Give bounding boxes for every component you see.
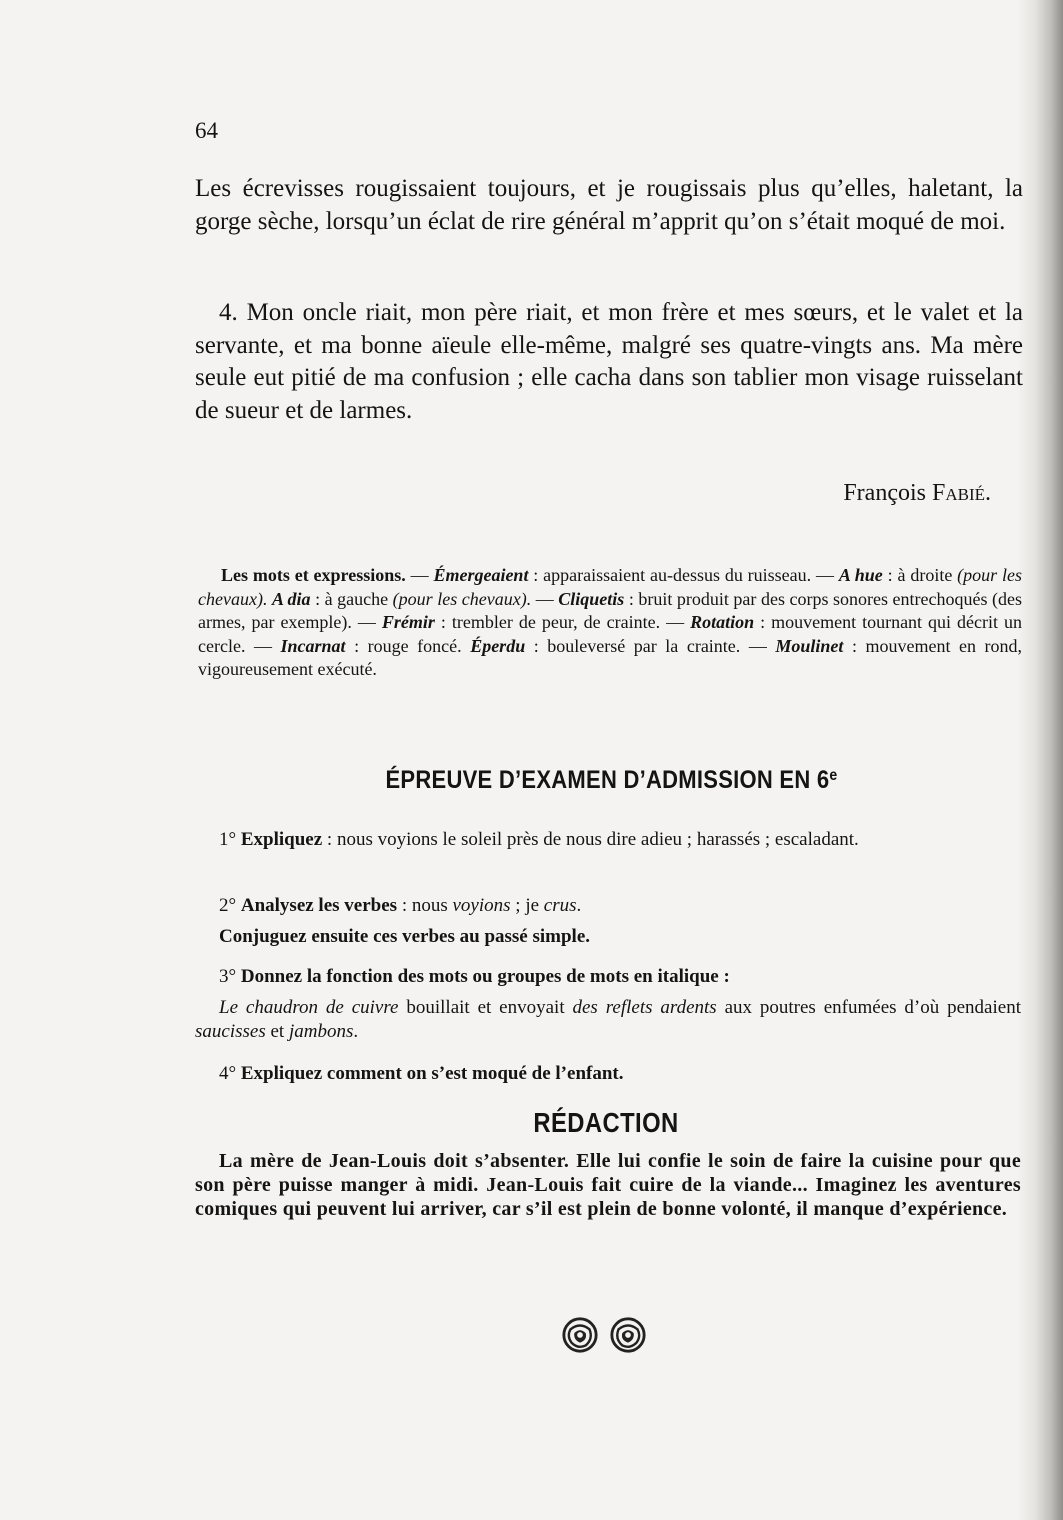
page-edge-shadow xyxy=(1017,0,1063,1520)
glossary-heading: Les mots et expressions. xyxy=(221,565,406,585)
glossary-term: A dia xyxy=(272,588,311,609)
glossary-term: Incarnat xyxy=(280,635,346,656)
exam-question-4: 4° Expliquez comment on s’est moqué de l’enfant. xyxy=(219,1063,624,1084)
end-ornament xyxy=(561,1316,647,1354)
story-paragraph-2: 4. Mon oncle riait, mon père riait, et mon frère et mes sœurs, et le valet et la servante, et ma bonne aïeule elle-même, malgré ses quatre-vingts ans. Ma mère seule eut pitié de ma confusion ; elle cacha dans son tablier mon visage ruisselant de sueur et de larmes. xyxy=(195,299,1023,424)
glossary-term: Éperdu xyxy=(470,635,526,656)
exam-question-2: 2° Analysez les verbes : nous voyions ; je crus. xyxy=(219,895,582,916)
glossary-term: Rotation xyxy=(690,612,755,632)
redaction-body: La mère de Jean-Louis doit s’absenter. Elle lui confie le soin de faire la cuisine pour que son père puisse manger à midi. Jean-Louis fait cuire de la viande... Imaginez les aventures comiques qui peuvent lui arriver, car s’il est plein de bonne volonté, il manque d’expérience. xyxy=(195,1150,1021,1220)
glossary: Les mots et expressions. — Émergeaient : apparaissaient au-dessus du ruisseau. — A hue : à droite (pour les chevaux). A dia : à gauche (pour les chevaux). — Cliquetis : bruit produit par des corps sonores entrechoqués (des armes, par exemple). — Frémir : trembler de peur, de crainte. — Rotation : mouvement tournant qui décrit un cercle. — Incarnat : rouge foncé. Éperdu : bouleversé par la crainte. — Moulinet : mouvement en rond, vigoureusement exécuté. xyxy=(198,565,1023,679)
exam-question-3: 3° Donnez la fonction des mots ou groupes de mots en italique : xyxy=(219,966,730,987)
story-paragraph-1: Les écrevisses rougissaient toujours, et je rougissais plus qu’elles, haletant, la gorge sèche, lorsqu’un éclat de rire général m’apprit qu’on s’était moqué de moi. xyxy=(195,175,1023,235)
flower-ornament-icon xyxy=(561,1316,599,1354)
glossary-term: Émergeaient xyxy=(433,565,529,585)
page-number: 64 xyxy=(195,118,218,143)
exam-question-3-sentence: Le chaudron de cuivre bouillait et envoyait des reflets ardents aux poutres enfumées d’où pendaient saucisses et jambons. xyxy=(195,997,1021,1042)
glossary-term: A hue xyxy=(838,565,883,585)
exam-question-1: 1° Expliquez : nous voyions le soleil près de nous dire adieu ; harassés ; escaladant. xyxy=(219,829,859,850)
author-last-name: Fabié. xyxy=(931,480,991,506)
exam-question-2-followup: Conjuguez ensuite ces verbes au passé simple. xyxy=(219,926,591,947)
redaction-title: RÉDACTION xyxy=(533,1107,679,1138)
glossary-term: Frémir xyxy=(381,612,435,632)
glossary-term: Moulinet xyxy=(775,635,844,656)
flower-ornament-icon xyxy=(609,1316,647,1354)
author-first-name: François xyxy=(843,480,926,506)
exam-title: ÉPREUVE D’EXAMEN D’ADMISSION EN 6e xyxy=(385,766,838,794)
author-signature xyxy=(843,480,991,507)
glossary-term: Cliquetis xyxy=(558,588,625,609)
